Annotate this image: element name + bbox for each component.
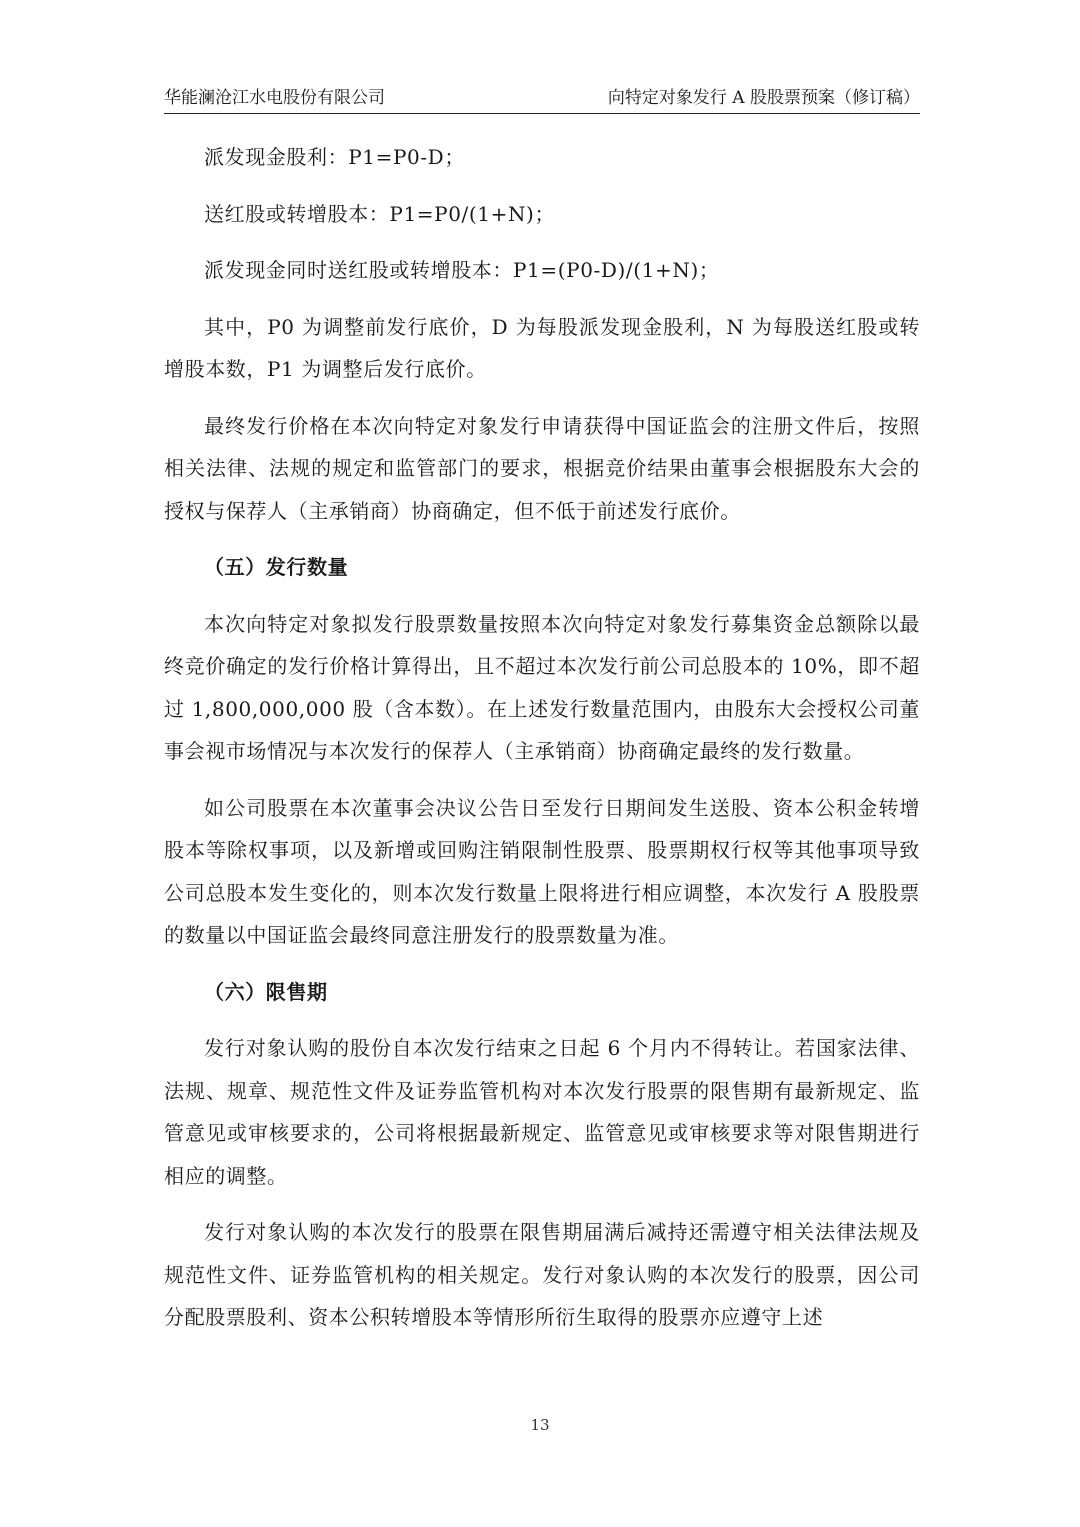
page-header — [164, 84, 920, 112]
lockup-paragraph-1: 发行对象认购的股份自本次发行结束之日起 6 个月内不得转让。若国家法律、法规、规章、规范性文件及证券监管机构对本次发行股票的限售期有最新规定、监管意见或审核要求的，公司将根据最新规定、监管意见或审核要求等对限售期进行相应的调整。 — [164, 1036, 920, 1188]
header-document-title: 向特定对象发行 A 股股票预案（修订稿） — [607, 88, 920, 108]
header-divider — [164, 113, 920, 114]
final-price-paragraph: 最终发行价格在本次向特定对象发行申请获得中国证监会的注册文件后，按照相关法律、法规的规定和监管部门的要求，根据竞价结果由董事会根据股东大会的授权与保荐人（主承销商）协商确定，但不低于前述发行底价。 — [164, 413, 920, 523]
section-heading-issue-quantity: （五）发行数量 — [204, 555, 349, 579]
lockup-paragraph-2: 发行对象认购的本次发行的股票在限售期届满后减持还需遵守相关法律法规及规范性文件、证券监管机构的相关规定。发行对象认购的本次发行的股票，因公司分配股票股利、资本公积转增股本等情形所衍生取得的股票亦应遵守上述 — [164, 1220, 920, 1329]
header-company-name: 华能澜沧江水电股份有限公司 — [164, 88, 385, 108]
page-number: 13 — [530, 1416, 550, 1434]
formula-bonus-shares: 送红股或转增股本：P1=P0/(1+N)； — [204, 201, 556, 226]
issue-quantity-paragraph-1: 本次向特定对象拟发行股票数量按照本次向特定对象发行募集资金总额除以最终竞价确定的发行价格计算得出，且不超过本次发行前公司总股本的 10%，即不超过 1,800,000,000 股（含本数）。在上述发行数量范围内，由股东大会授权公司董事会视市场情况与本次发行的保荐人（主承销商）协商确定最终的发行数量。 — [164, 611, 920, 763]
page-body — [164, 136, 920, 1339]
formula-combined: 派发现金同时送红股或转增股本：P1=(P0-D)/(1+N)； — [204, 258, 720, 282]
issue-quantity-paragraph-2: 如公司股票在本次董事会决议公告日至发行日期间发生送股、资本公积金转增股本等除权事项，以及新增或回购注销限制性股票、股票期权行权等其他事项导致公司总股本发生变化的，则本次发行数量上限将进行相应调整，本次发行 A 股股票的数量以中国证监会最终同意注册发行的股票数量为准。 — [164, 795, 920, 947]
section-heading-lockup-period: （六）限售期 — [204, 979, 328, 1004]
formula-cash-dividend: 派发现金股利：P1=P0-D； — [204, 145, 465, 169]
formula-definitions: 其中，P0 为调整前发行底价，D 为每股派发现金股利，N 为每股送红股或转增股本数，P1 为调整后发行底价。 — [164, 314, 920, 381]
